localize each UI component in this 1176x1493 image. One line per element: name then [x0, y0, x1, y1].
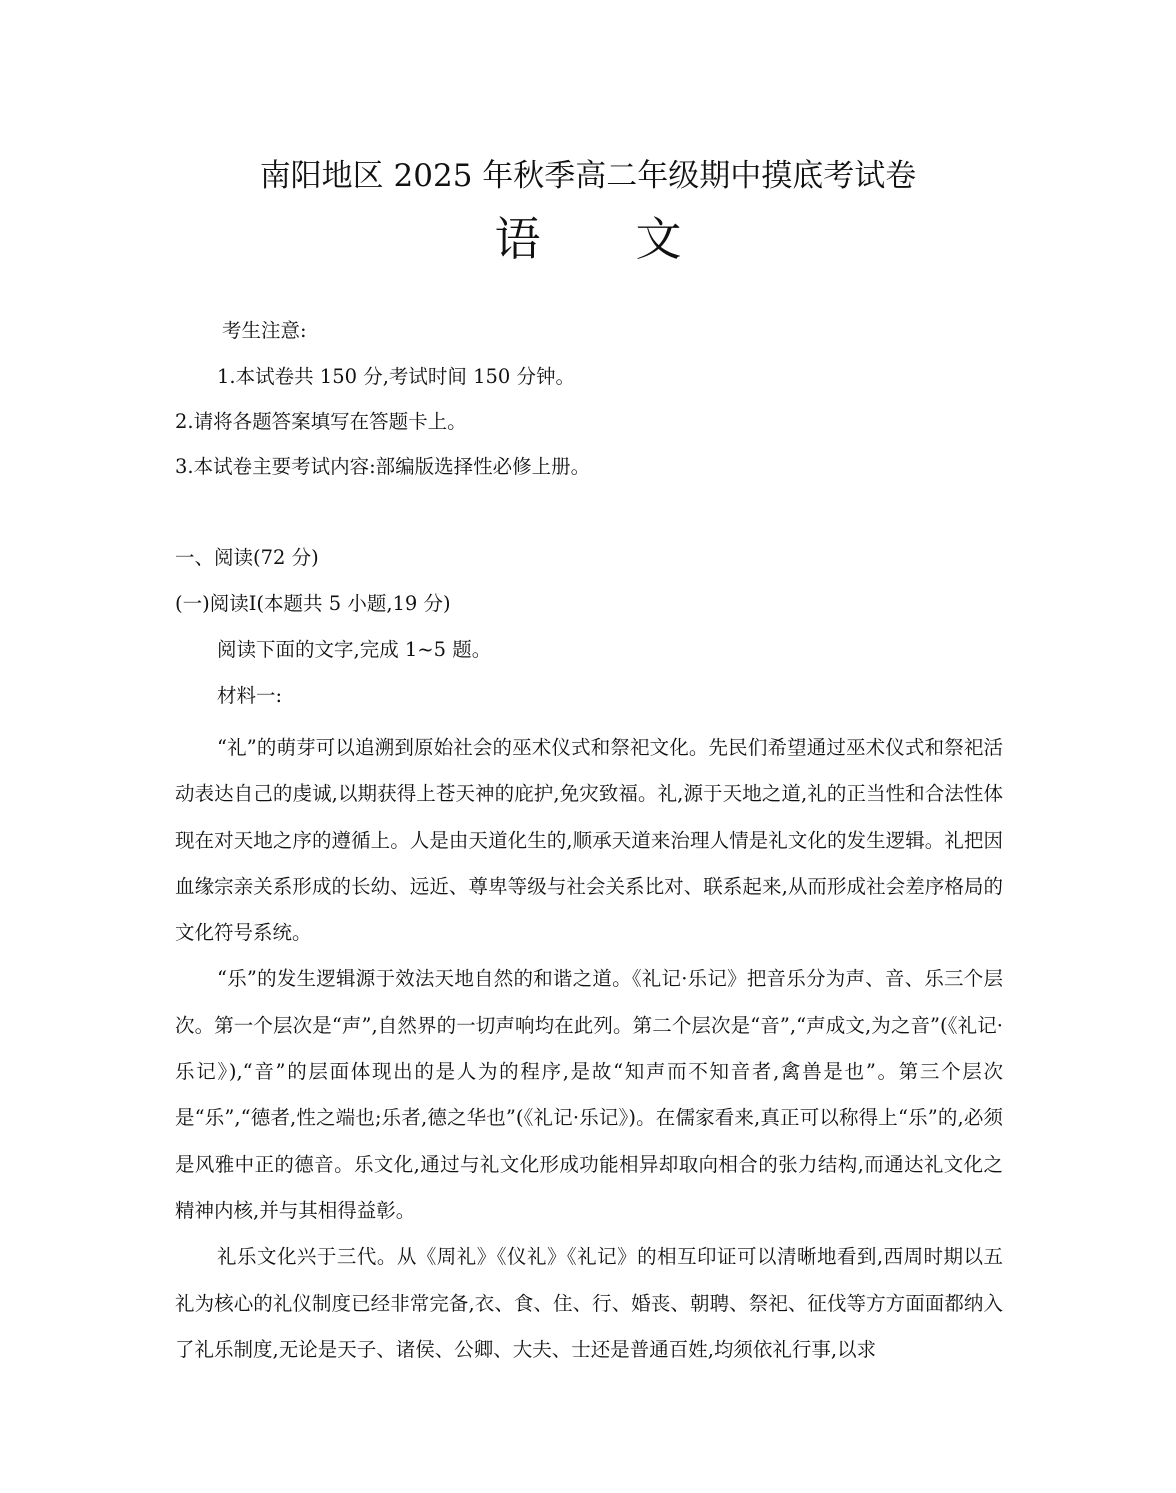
notice-item-3: 3.本试卷主要考试内容:部编版选择性必修上册。 [175, 455, 591, 478]
notice-heading: 考生注意: [222, 319, 307, 342]
subject-char-2: 文 [635, 212, 682, 266]
section-heading: 一、阅读(72 分) [175, 546, 319, 569]
paragraph-1: “礼”的萌芽可以追溯到原始社会的巫术仪式和祭祀文化。先民们希望通过巫术仪式和祭祀活动表达自己的虔诚,以期获得上苍天神的庇护,免灾致福。礼,源于天地之道,礼的正当性和合法性体现在对天地之序的遵循上。人是由天道化生的,顺承天道来治理人情是礼文化的发生逻辑。礼把因血缘宗亲关系形成的长幼、远近、尊卑等级与社会关系比对、联系起来,从而形成社会差序格局的文化符号系统。 [175, 736, 1003, 945]
material-label: 材料一: [217, 684, 283, 707]
section-subheading: (一)阅读I(本题共 5 小题,19 分) [175, 592, 451, 615]
paragraph-2: “乐”的发生逻辑源于效法天地自然的和谐之道。《礼记·乐记》把音乐分为声、音、乐三个层次。第一个层次是“声”,自然界的一切声响均在此列。第二个层次是“音”,“声成文,为之音”(《礼记·乐记》),“音”的层面体现出的是人为的程序,是故“知声而不知音者,禽兽是也”。第三个层次是“乐”,“德者,性之端也;乐者,德之华也”(《礼记·乐记》)。在儒家看来,真正可以称得上“乐”的,必须是风雅中正的德音。乐文化,通过与礼文化形成功能相异却取向相合的张力结构,而通达礼文化之精神内核,并与其相得益彰。 [175, 967, 1003, 1222]
subject-char-1: 语 [494, 212, 541, 266]
reading-instruction: 阅读下面的文字,完成 1~5 题。 [217, 638, 492, 661]
exam-title: 南阳地区 2025 年秋季高二年级期中摸底考试卷 [259, 158, 917, 194]
subject-title [0, 203, 1176, 269]
notice-item-2: 2.请将各题答案填写在答题卡上。 [175, 410, 467, 433]
paragraph-3: 礼乐文化兴于三代。从《周礼》《仪礼》《礼记》的相互印证可以清晰地看到,西周时期以五礼为核心的礼仪制度已经非常完备,衣、食、住、行、婚丧、朝聘、祭祀、征伐等方方面面都纳入了礼乐制度,无论是天子、诸侯、公卿、大夫、士还是普通百姓,均须依礼行事,以求 [175, 1245, 1003, 1361]
material-body [175, 725, 1003, 1373]
notice-item-1: 1.本试卷共 150 分,考试时间 150 分钟。 [217, 365, 576, 388]
